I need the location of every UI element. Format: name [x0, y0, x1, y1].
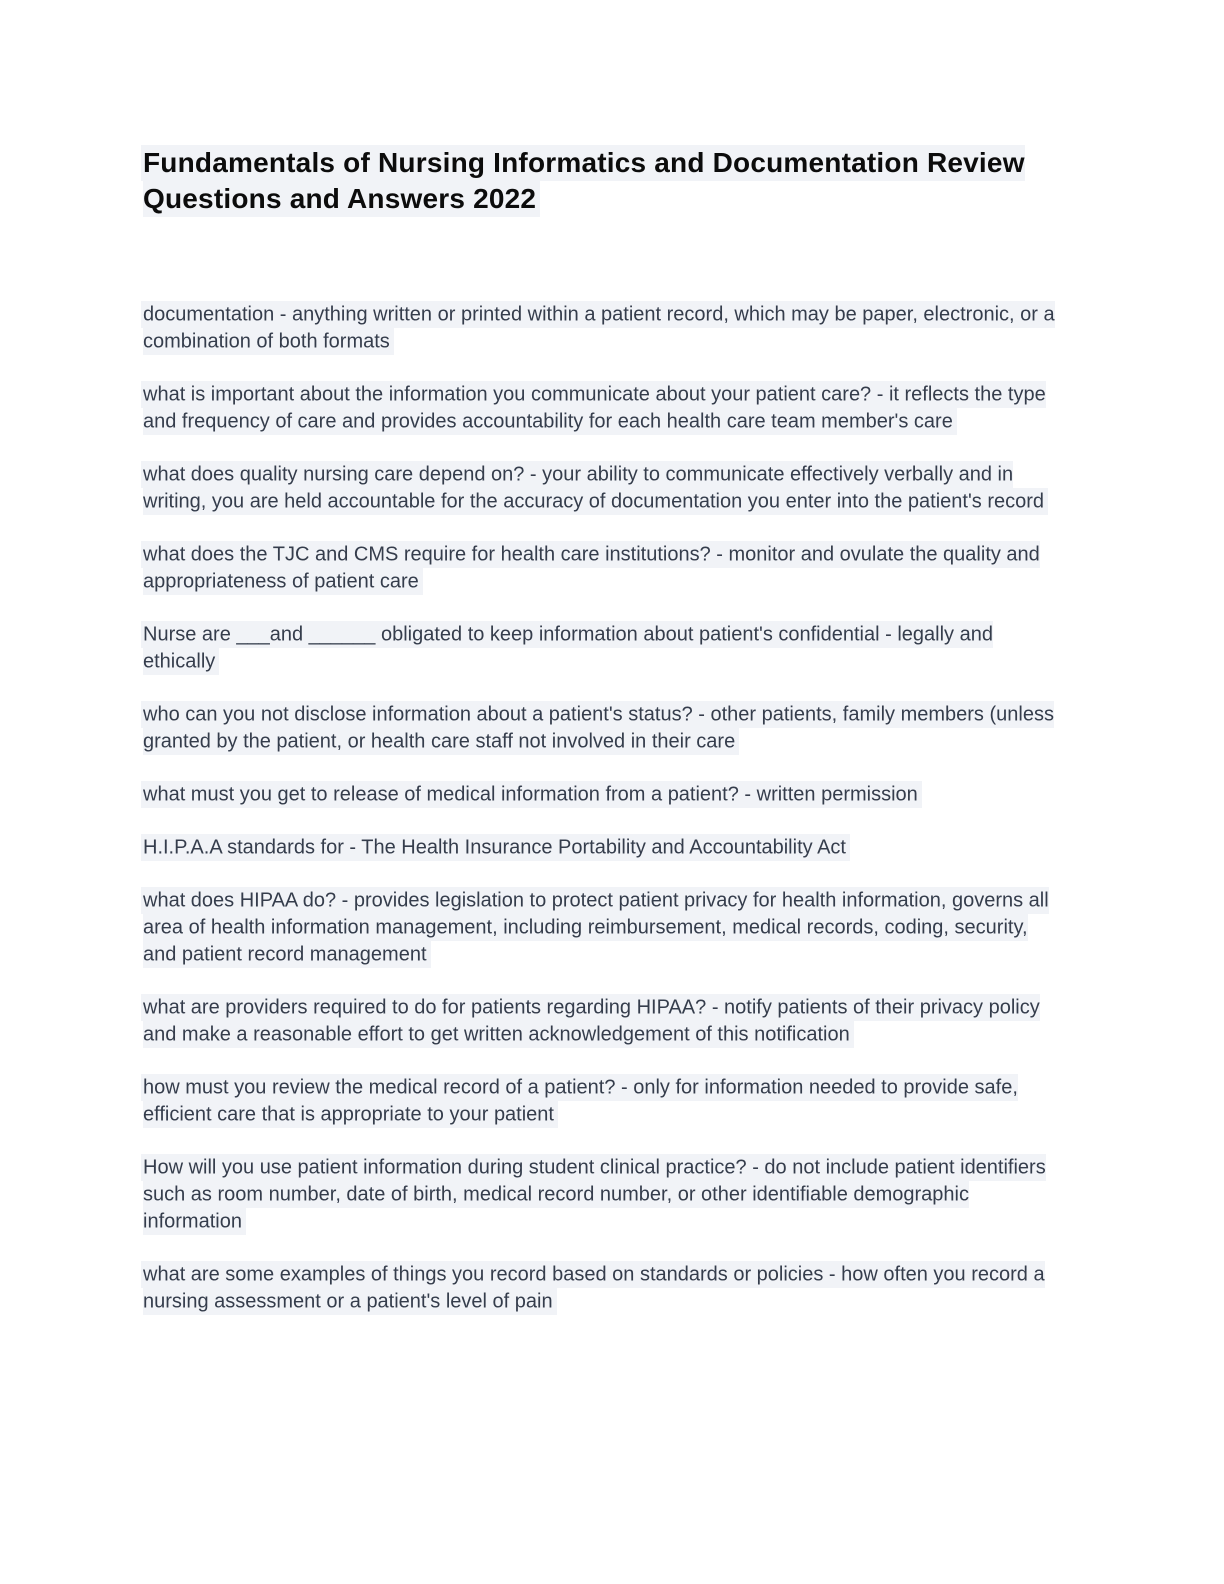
qa-paragraph-text: Nurse are ___and ______ obligated to keep information about patient's confidential - legally and ethically: [141, 621, 993, 675]
qa-paragraph: [143, 381, 1065, 435]
qa-paragraph-text: what does quality nursing care depend on? - your ability to communicate effectively verbally and in writing, you are held accountable for the accuracy of documentation you enter into the patient's record: [141, 461, 1048, 515]
qa-paragraph: [143, 701, 1065, 755]
qa-paragraph-text: what are some examples of things you record based on standards or policies - how often you record a nursing assessment or a patient's level of pain: [141, 1261, 1045, 1315]
document-content: [143, 0, 1065, 1315]
qa-paragraph: [143, 1261, 1065, 1315]
qa-paragraph: [143, 541, 1065, 595]
qa-paragraph: [143, 301, 1065, 355]
qa-paragraph-text: How will you use patient information during student clinical practice? - do not include patient identifiers such as room number, date of birth, medical record number, or other identifiable demographic information: [141, 1154, 1046, 1235]
qa-list: [143, 301, 1065, 1315]
qa-paragraph-text: who can you not disclose information about a patient's status? - other patients, family members (unless granted by the patient, or health care staff not involved in their care: [141, 701, 1054, 755]
qa-paragraph-text: how must you review the medical record of a patient? - only for information needed to provide safe, efficient care that is appropriate to your patient: [141, 1074, 1018, 1128]
qa-paragraph: [143, 1154, 1065, 1235]
qa-paragraph: [143, 781, 1065, 808]
qa-paragraph-text: H.I.P.A.A standards for - The Health Insurance Portability and Accountability Act: [141, 834, 850, 861]
qa-paragraph: [143, 994, 1065, 1048]
qa-paragraph: [143, 834, 1065, 861]
qa-paragraph-text: what does HIPAA do? - provides legislation to protect patient privacy for health information, governs all area of health information management, including reimbursement, medical records, coding, security, and patient record management: [141, 887, 1049, 968]
qa-paragraph: [143, 461, 1065, 515]
qa-paragraph-text: documentation - anything written or printed within a patient record, which may be paper, electronic, or a combination of both formats: [141, 301, 1055, 355]
qa-paragraph-text: what must you get to release of medical information from a patient? - written permission: [141, 781, 922, 808]
document-title-text: Fundamentals of Nursing Informatics and Documentation Review Questions and Answers 2022: [141, 145, 1025, 217]
qa-paragraph-text: what does the TJC and CMS require for health care institutions? - monitor and ovulate the quality and appropriateness of patient care: [141, 541, 1040, 595]
qa-paragraph-text: what are providers required to do for patients regarding HIPAA? - notify patients of their privacy policy and make a reasonable effort to get written acknowledgement of this notification: [141, 994, 1040, 1048]
qa-paragraph: [143, 1074, 1065, 1128]
qa-paragraph: [143, 621, 1065, 675]
qa-paragraph: [143, 887, 1065, 968]
qa-paragraph-text: what is important about the information you communicate about your patient care? - it reflects the type and frequency of care and provides accountability for each health care team member's care: [141, 381, 1046, 435]
document-title: [143, 145, 1065, 217]
